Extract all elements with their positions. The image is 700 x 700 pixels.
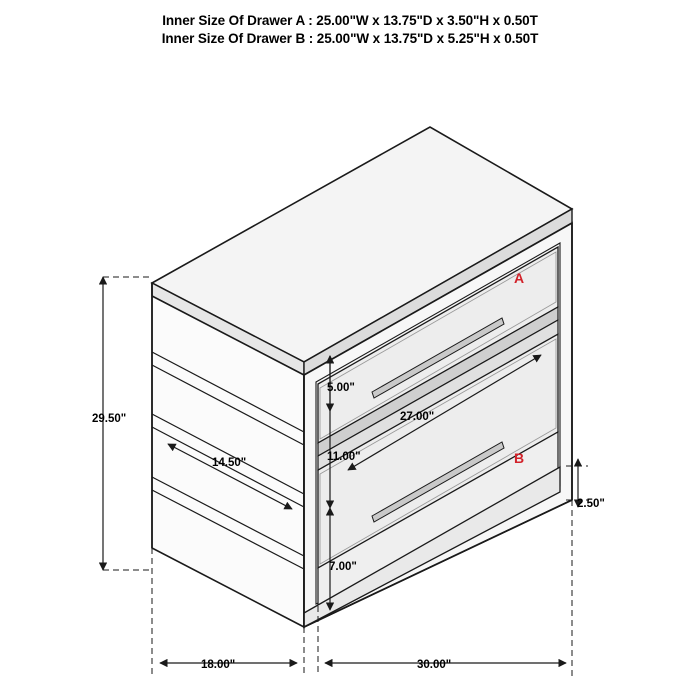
drawer-marker-b: B <box>514 450 525 466</box>
label-upper-opening: 5.00" <box>327 382 355 394</box>
label-side-width: 18.00" <box>201 659 236 671</box>
label-lower-opening: 7.00" <box>329 561 357 573</box>
label-front-span: 30.00" <box>417 659 452 671</box>
drawer-marker-a: A <box>514 270 525 286</box>
label-overall-height: 29.50" <box>92 413 127 425</box>
header-line-1: Inner Size Of Drawer A : 25.00"W x 13.75"D x 3.50"H x 0.50T <box>162 13 538 28</box>
label-depth: 14.50" <box>212 457 247 469</box>
header-line-2: Inner Size Of Drawer B : 25.00"W x 13.75"D x 5.25"H x 0.50T <box>161 31 539 46</box>
label-base-height: 2.50" <box>577 498 605 510</box>
label-front-width: 27.00" <box>400 411 435 423</box>
cabinet-body <box>152 127 572 627</box>
label-middle-height: 11.00" <box>327 451 361 463</box>
